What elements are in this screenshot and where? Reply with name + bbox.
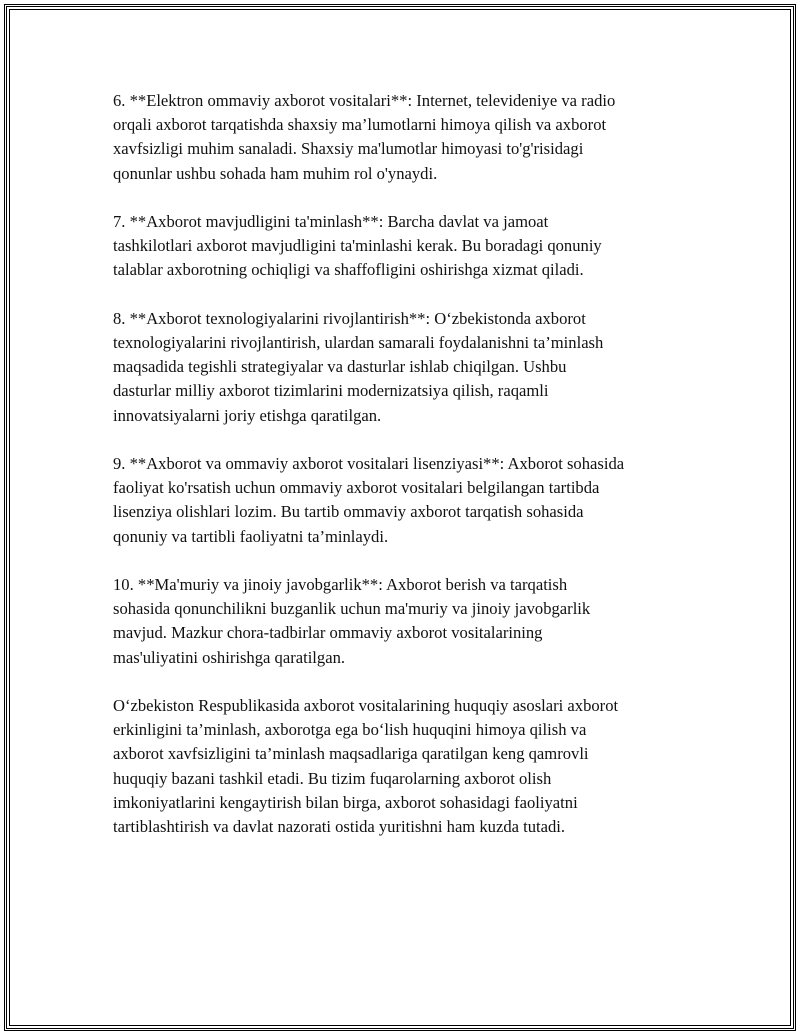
text-line: 10. **Ma'muriy va jinoiy javobgarlik**: Axborot berish va tarqatish (113, 575, 568, 594)
text-line: axborot xavfsizligini ta’minlash maqsadlariga qaratilgan keng qamrovli (113, 744, 589, 764)
text-line: talablar axborotning ochiqligi va shaffofligini oshirishga xizmat qiladi. (113, 260, 584, 280)
text-line: texnologiyalarini rivojlantirish, ulardan samarali foydalanishni ta’minlash (113, 333, 604, 352)
text-line: O‘zbekiston Respublikasida axborot vositalarining huquqiy asoslari axborot (113, 696, 619, 715)
paragraph-6-electronic-media (113, 89, 693, 186)
text-line: xavfsizligi muhim sanaladi. Shaxsiy ma'lumotlar himoyasi to'g'risidagi (113, 139, 584, 159)
text-line: 6. **Elektron ommaviy axborot vositalari**: Internet, televideniye va radio (113, 91, 616, 110)
text-line: mas'uliyatini oshirishga qaratilgan. (113, 647, 346, 667)
paragraph-10-liability (113, 573, 693, 670)
text-line: sohasida qonunchilikni buzganlik uchun ma'muriy va jinoiy javobgarlik (113, 599, 591, 619)
paragraph-8-it-development (113, 307, 693, 428)
paragraph-7-information-availability (113, 210, 693, 283)
paragraph-conclusion (113, 694, 693, 839)
paragraph-9-media-licensing (113, 452, 693, 549)
text-line: maqsadida tegishli strategiyalar va dasturlar ishlab chiqilgan. Ushbu (113, 357, 567, 377)
text-line: lisenziya olishlari lozim. Bu tartib ommaviy axborot tarqatish sohasida (113, 502, 584, 522)
text-line: faoliyat ko'rsatish uchun ommaviy axborot vositalari belgilangan tartibda (113, 478, 600, 498)
text-line: mavjud. Mazkur chora-tadbirlar ommaviy axborot vositalarining (113, 623, 543, 643)
text-line: 8. **Axborot texnologiyalarini rivojlantirish**: O‘zbekistonda axborot (113, 308, 586, 328)
text-line: qonuniy va tartibli faoliyatni ta’minlaydi. (113, 526, 389, 546)
text-line: imkoniyatlarini kengaytirish bilan birga, axborot sohasidagi faoliyatni (113, 792, 578, 812)
document-body (113, 89, 693, 863)
text-line: erkinligini ta’minlash, axborotga ega bo‘lish huquqini himoya qilish va (113, 720, 587, 740)
text-line: innovatsiyalarni joriy etishga qaratilgan. (113, 405, 382, 425)
text-line: 7. **Axborot mavjudligini ta'minlash**: Barcha davlat va jamoat (113, 212, 549, 231)
text-line: orqali axborot tarqatishda shaxsiy ma’lumotlarni himoya qilish va axborot (113, 115, 607, 135)
text-line: qonunlar ushbu sohada ham muhim rol o'ynaydi. (113, 163, 438, 183)
text-line: huquqiy bazani tashkil etadi. Bu tizim fuqarolarning axborot olish (113, 768, 552, 788)
text-line: tashkilotlari axborot mavjudligini ta'minlashi kerak. Bu boradagi qonuniy (113, 236, 602, 256)
text-line: 9. **Axborot va ommaviy axborot vositalari lisenziyasi**: Axborot sohasida (113, 454, 625, 473)
text-line: dasturlar milliy axborot tizimlarini modernizatsiya qilish, raqamli (113, 381, 549, 401)
text-line: tartiblashtirish va davlat nazorati ostida yuritishni ham kuzda tutadi. (113, 817, 566, 837)
